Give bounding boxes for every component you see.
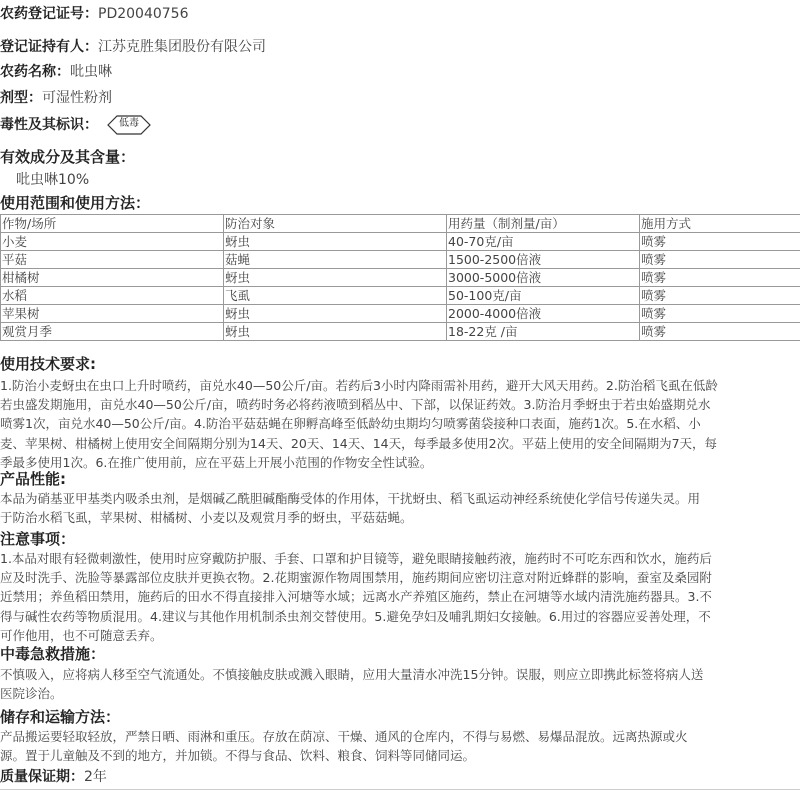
usage-table: [0, 214, 800, 341]
header-method: 施用方式: [640, 215, 800, 233]
crop-cell: 平菇: [1, 251, 224, 269]
holder-row: [0, 37, 266, 57]
crop-cell: 柑橘树: [1, 269, 224, 287]
table-row: [1, 287, 800, 305]
target-cell: 蚜虫: [224, 269, 447, 287]
text-line: 源。置于儿童触及不到的地方，并加锁。不得与食品、饮料、粮食、饲料等同储同运。: [0, 748, 476, 764]
dosage-cell: 40-70克/亩: [447, 233, 640, 251]
header-dosage: 用药量（制剂量/亩）: [447, 215, 640, 233]
method-cell: 喷雾: [640, 287, 800, 305]
notes-title: 注意事项：: [0, 530, 76, 548]
text-line: 于防治水稻飞虱，苹果树、柑橘树、小麦以及观赏月季的蚜虫，平菇菇蝇。: [0, 510, 413, 526]
dosage-cell: 2000-4000倍液: [447, 305, 640, 323]
target-cell: 菇蝇: [224, 251, 447, 269]
shelf-life-label: 质量保证期：: [0, 769, 84, 785]
text-line: 近禁用；养鱼稻田禁用，施药后的田水不得直接排入河塘等水域；远离水产养殖区施药，禁止在河塘等水域内清洗施药器具。3.不: [0, 589, 712, 605]
text-line: 本品为硝基亚甲基类内吸杀虫剂，是烟碱乙酰胆碱酯酶受体的作用体，干扰蚜虫、稻飞虱运动神经系统使化学信号传递失灵。用: [0, 491, 701, 506]
crop-cell: 苹果树: [1, 305, 224, 323]
first-aid-title: 中毒急救措施：: [0, 645, 106, 663]
registration-number-row: [0, 4, 188, 24]
registration-number-value: PD20040756: [98, 6, 189, 22]
dosage-cell: 18-22克 /亩: [447, 323, 640, 341]
shelf-life-row: [0, 767, 107, 787]
method-cell: 喷雾: [640, 323, 800, 341]
performance-text: [0, 489, 800, 527]
holder-label: 登记证持有人：: [0, 39, 98, 55]
text-line: 得与碱性农药等物质混用。4.建议与其他作用机制杀虫剂交替使用。5.避免孕妇及哺乳期妇女接触。6.用过的容器应妥善处理，不: [0, 608, 711, 624]
header-target: 防治对象: [224, 215, 447, 233]
text-line: 喷雾1次，亩兑水40—50公斤/亩。4.防治平菇菇蝇在卵孵高峰至低龄幼虫期均匀喷雾菌袋接种口表面，施药1次。5.在水稻、小: [0, 416, 701, 432]
dosage-cell: 50-100克/亩: [447, 287, 640, 305]
crop-cell: 观赏月季: [1, 323, 224, 341]
table-row: [1, 305, 800, 323]
holder-value: 江苏克胜集团股份有限公司: [98, 39, 266, 55]
method-cell: 喷雾: [640, 233, 800, 251]
text-line: 不慎吸入，应将病人移至空气流通处。不慎接触皮肤或溅入眼睛，应用大量清水冲洗15分钟。误服，则应立即携此标签将病人送: [0, 667, 704, 682]
text-line: 可作他用，也不可随意丢弃。: [0, 627, 163, 643]
pesticide-name-row: [0, 62, 112, 82]
text-line: 麦、苹果树、柑橘树上使用安全间隔期分别为14天、20天、14天、14天，每季最多使用2次。平菇上使用的安全间隔期为7天，每: [0, 435, 718, 451]
formulation-row: [0, 88, 112, 108]
toxicity-label: 毒性及其标识：: [0, 117, 98, 133]
target-cell: 蚜虫: [224, 305, 447, 323]
tech-requirements-title: 使用技术要求:: [0, 355, 96, 373]
tech-requirements-text: [0, 376, 800, 472]
dosage-cell: 3000-5000倍液: [447, 269, 640, 287]
usage-title: 使用范围和使用方法：: [0, 194, 151, 212]
method-cell: 喷雾: [640, 269, 800, 287]
storage-text: [0, 727, 800, 765]
low-toxicity-badge: [106, 114, 152, 136]
text-line: 产品搬运要轻取轻放，严禁日晒、雨淋和重压。存放在荫凉、干燥、通风的仓库内，不得与易燃、易爆品混放。远离热源或火: [0, 729, 688, 744]
target-cell: 蚜虫: [224, 233, 447, 251]
dosage-cell: 1500-2500倍液: [447, 251, 640, 269]
active-ingredient-value: 吡虫啉10%: [16, 172, 90, 188]
notes-text: [0, 549, 800, 645]
target-cell: 飞虱: [224, 287, 447, 305]
toxicity-row: [0, 112, 152, 138]
text-line: 1.防治小麦蚜虫在虫口上升时喷药，亩兑水40—50公斤/亩。若药后3小时内降雨需补用药，避开大风天用药。2.防治稻飞虱在低龄: [0, 378, 718, 393]
active-ingredient-title: 有效成分及其含量：: [0, 148, 136, 166]
text-line: 若虫盛发期施用，亩兑水40—50公斤/亩，喷药时务必将药液喷到稻丛中、下部，以保证药效。3.防治月季蚜虫于若虫始盛期兑水: [0, 397, 711, 413]
shelf-life-value: 2年: [84, 769, 107, 785]
table-row: [1, 323, 800, 341]
table-row: [1, 233, 800, 251]
target-cell: 蚜虫: [224, 323, 447, 341]
table-row: [1, 251, 800, 269]
method-cell: 喷雾: [640, 251, 800, 269]
text-line: 医院诊治。: [0, 686, 63, 702]
first-aid-text: [0, 665, 800, 703]
crop-cell: 小麦: [1, 233, 224, 251]
usage-table-header: [1, 215, 800, 233]
formulation-label: 剂型：: [0, 90, 42, 106]
text-line: 季最多使用1次。6.在推广使用前，应在平菇上开展小范围的作物安全性试验。: [0, 454, 433, 470]
storage-title: 储存和运输方法：: [0, 708, 121, 726]
crop-cell: 水稻: [1, 287, 224, 305]
method-cell: 喷雾: [640, 305, 800, 323]
text-line: 1.本品对眼有轻微刺激性，使用时应穿戴防护服、手套、口罩和护目镜等，避免眼睛接触药液，施药时不可吃东西和饮水，施药后: [0, 551, 712, 566]
text-line: 应及时洗手、洗脸等暴露部位皮肤并更换衣物。2.花期蜜源作物周围禁用，施药期间应密切注意对附近蜂群的影响，蚕室及桑园附: [0, 570, 712, 586]
formulation-value: 可湿性粉剂: [42, 90, 112, 106]
pesticide-name-value: 吡虫啉: [70, 64, 112, 80]
performance-title: 产品性能:: [0, 470, 66, 488]
toxicity-badge-text: 低毒: [119, 118, 139, 129]
registration-number-label: 农药登记证号：: [0, 6, 98, 22]
bottom-divider: [0, 789, 800, 790]
table-row: [1, 269, 800, 287]
pesticide-name-label: 农药名称：: [0, 64, 70, 80]
header-crop: 作物/场所: [1, 215, 224, 233]
